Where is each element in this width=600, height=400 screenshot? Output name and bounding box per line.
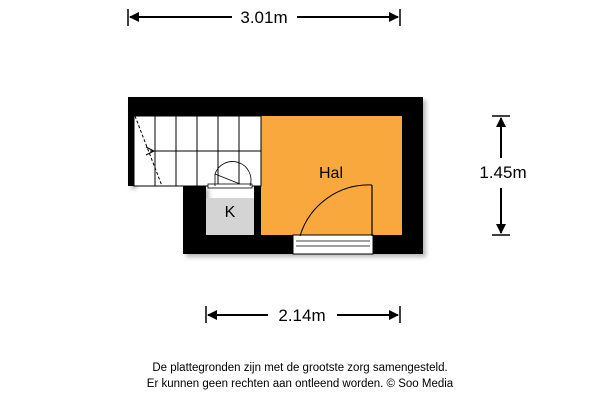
right-height-label: 1.45m xyxy=(479,163,527,182)
bottom-dimension xyxy=(206,306,400,325)
right-dimension xyxy=(479,116,526,235)
bottom-width-label: 2.14m xyxy=(278,306,326,325)
top-width-label: 3.01m xyxy=(240,8,288,27)
top-dimension xyxy=(128,8,400,27)
disclaimer-line-1: De plattegronden zijn met de grootste zorg samengesteld. xyxy=(152,362,448,374)
k-label: K xyxy=(224,204,236,221)
staircase xyxy=(134,116,261,186)
disclaimer-line-2: Er kunnen geen rechten aan ontleend worden. © Soo Media xyxy=(146,378,454,390)
hal-label: Hal xyxy=(318,165,344,182)
